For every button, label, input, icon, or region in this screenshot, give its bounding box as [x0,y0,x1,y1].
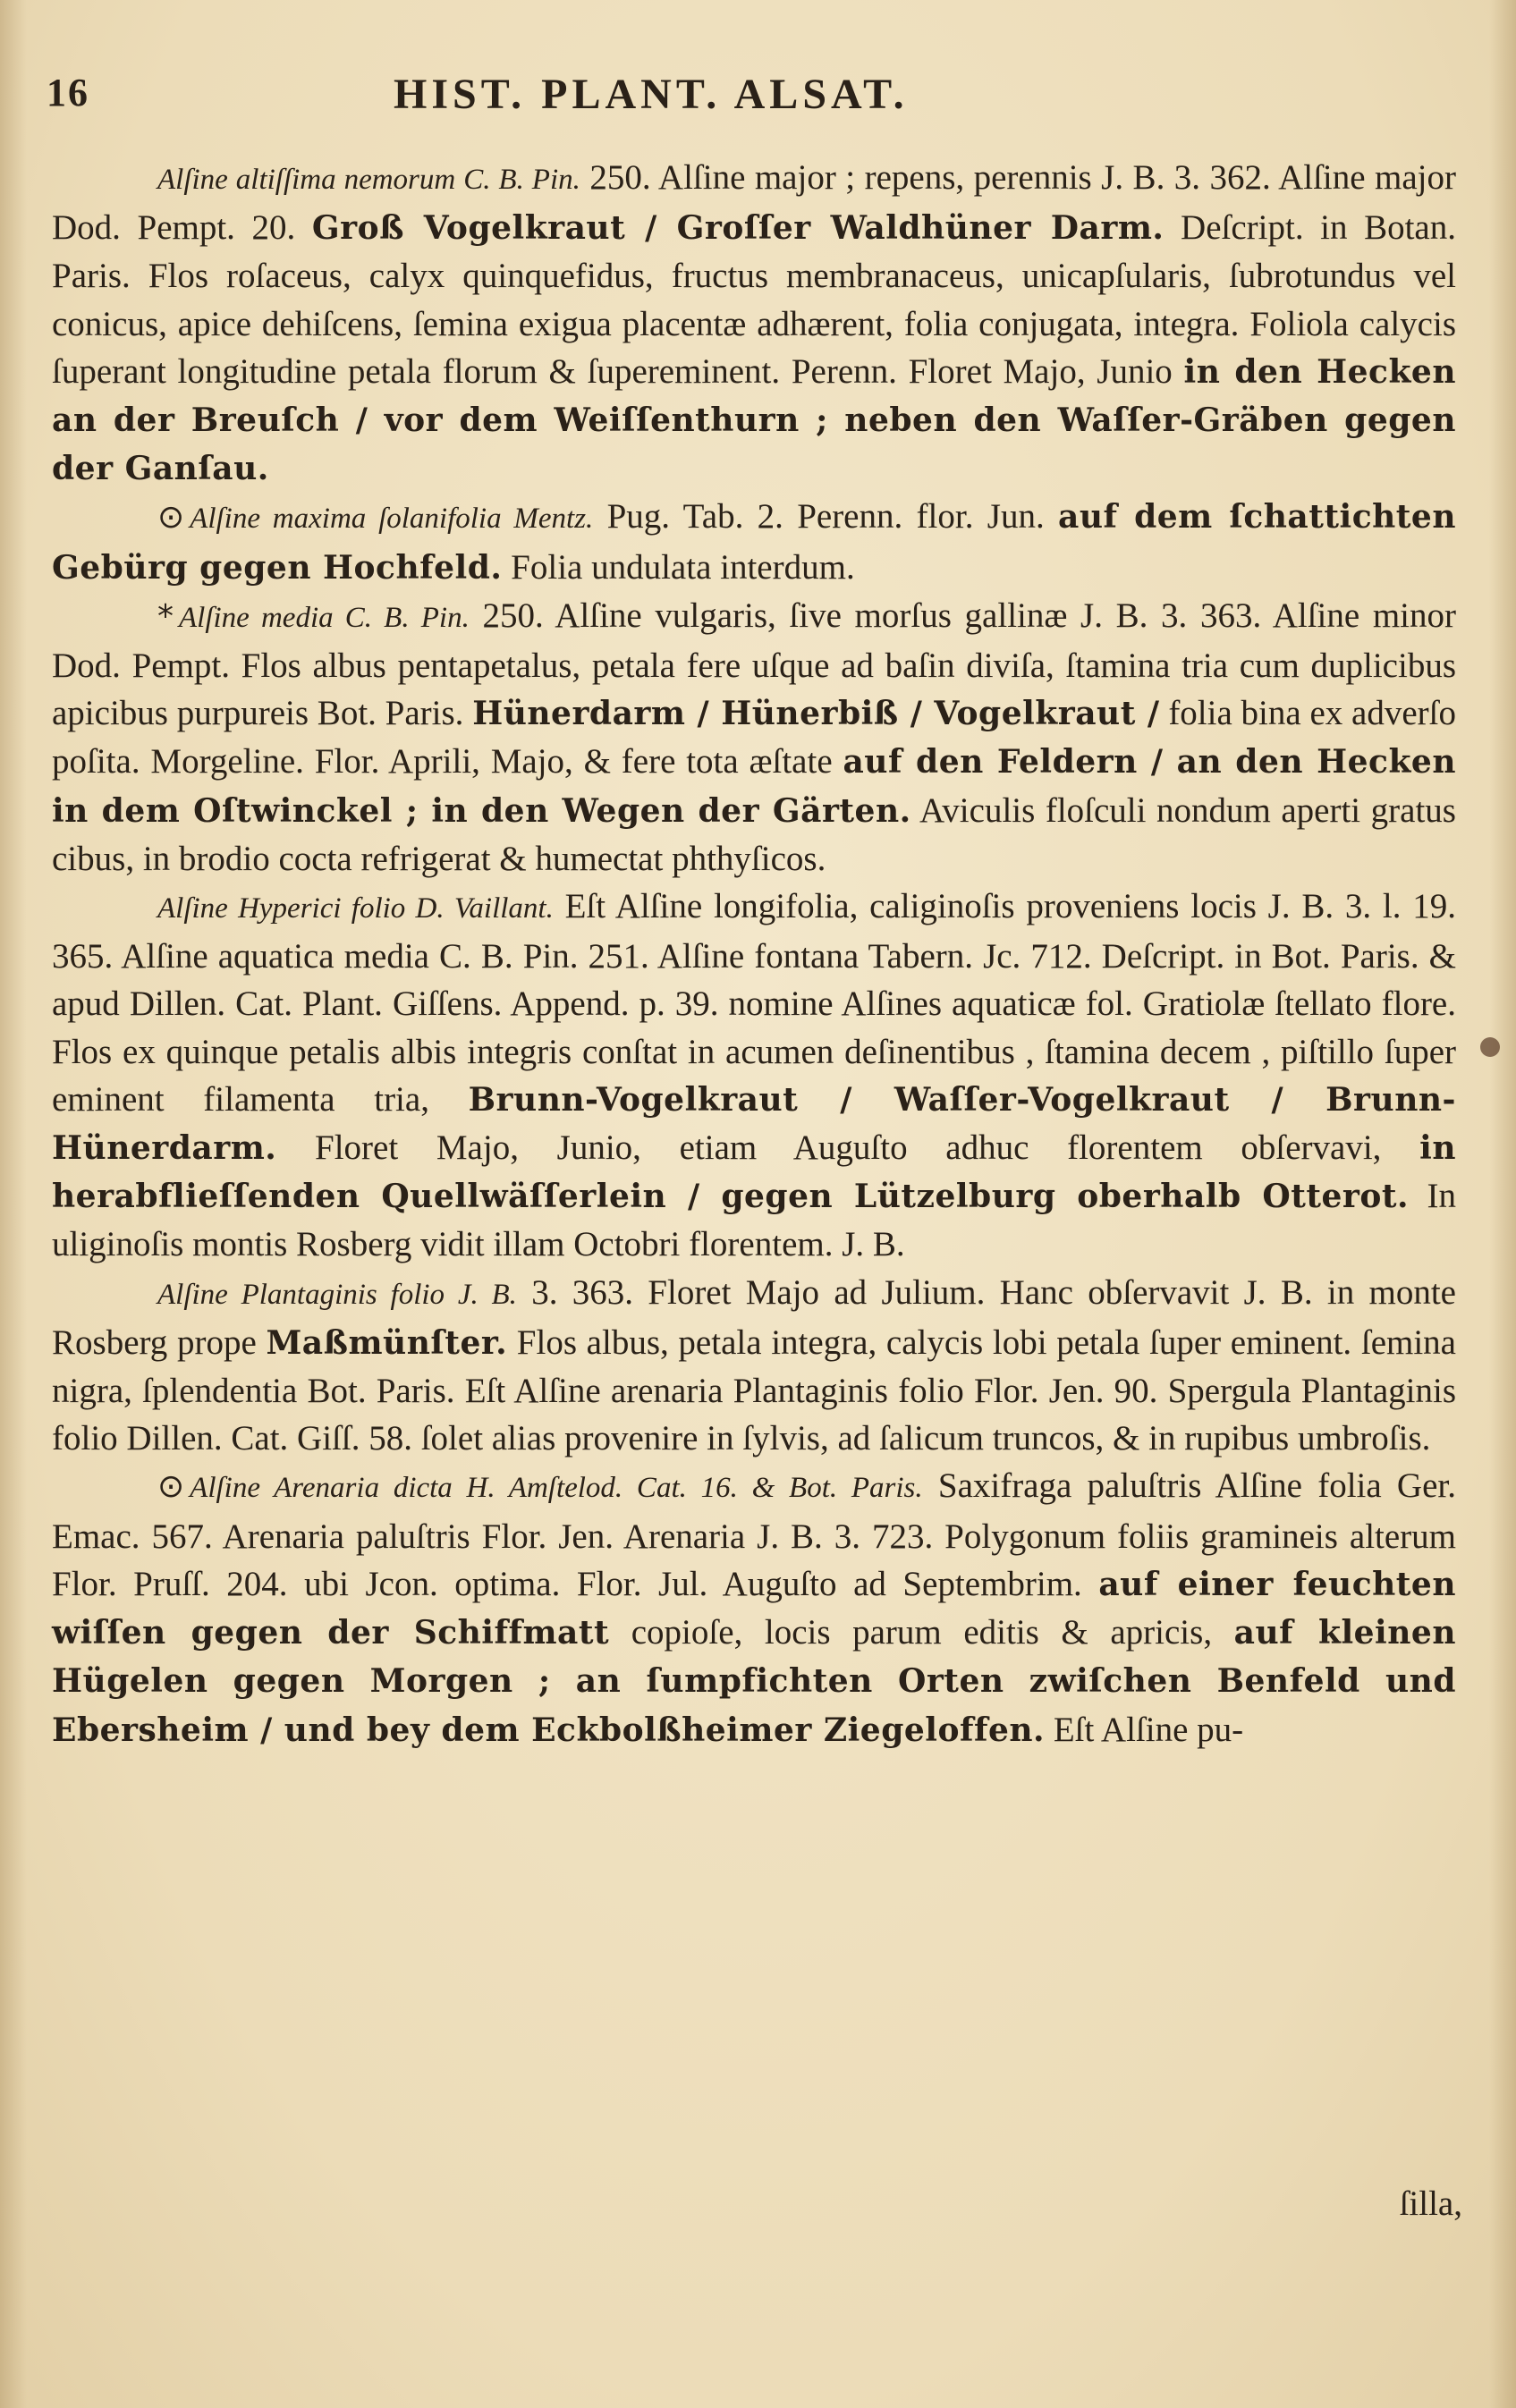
catchword: ſilla, [1399,2184,1462,2223]
entry-text: copioſe, locis parum editis & apricis, [609,1613,1234,1652]
entry-alsine-altissima [52,154,1456,493]
entry-lead: Alſine Arenaria dicta H. Amſtelod. Cat. 16. & Bot. Paris. [190,1472,923,1505]
asterisk-marker-icon: * [157,597,174,635]
page-number: 16 [47,71,89,114]
entry-text: 250. Alſine vulgaris, ſive morſus gallinæ J. B. 3. 363. Alſine minor Dod. Pempt. Flos albus pentapetalus, petala fere uſque ad baſin diviſa, ſtamina tria cum duplicibus apicibus purpureis Bot. Paris. [52,596,1456,733]
entry-text: In uliginoſis montis Rosberg vidit illam Octobri florentem. J. B. [52,1177,1456,1264]
entry-alsine-arenaria [52,1462,1456,1753]
german-locality: auf den Feldern / an den Hecken in dem Oſtwinckel ; in den Wegen der Gärten. [52,743,1456,830]
left-page-edge [0,0,27,2408]
entry-text: Saxifraga paluſtris Alſine folia Ger. Emac. 567. Arenaria paluſtris Flor. Jen. Arenaria J. B. 3. 723. Polygonum foliis gramineis alterum Flor. Pruſſ. 204. ubi Jcon. optima. Flor. Jul. Auguſto ad Septembrim. [52,1466,1456,1603]
entry-lead: Alſine maxima ſolanifolia Mentz. [190,503,594,536]
page-header [0,70,1516,132]
entry-text: Deſcript. in Botan. Paris. Flos roſaceus, calyx quinquefidus, fructus membranaceus, unicapſularis, ſubrotundus vel conicus, apice dehiſcens, ſemina exigua placentæ adhærent, folia conjugata, integra. Foliola calycis ſuperant longitudine petala florum & ſupereminent. Perenn. Floret Majo, Junio [52,208,1456,391]
running-title: HIST. PLANT. ALSAT. [394,71,909,118]
entry-text: Floret Majo, Junio, etiam Auguſto adhuc florentem obſervavi, [276,1128,1420,1168]
entry-text: Eſt Alſine longifolia, caliginoſis proveniens locis J. B. 3. l. 19. 365. Alſine aquatica media C. B. Pin. 251. Alſine fontana Tabern. Jc. 712. Deſcript. in Bot. Paris. & apud Dillen. Cat. Plant. Giſſens. Append. p. 39. nomine Alſines aquaticæ fol. Gratiolæ ſtellato flore. Flos ex quinque petalis albis integris conſtat in acumen deſinentibus , ſtamina decem , piſtillo ſuper eminent filamenta tria, [52,887,1456,1119]
german-locality: auf dem ſchattichten Gebürg gegen Hochfeld. [52,498,1456,587]
entry-text: Pug. Tab. 2. Perenn. flor. Jun. [593,497,1059,537]
german-name: Hünerdarm / Hünerbiß / Vogelkraut / [472,695,1160,733]
german-locality: in herabflieſſenden Quellwäſſerlein / gegen Lützelburg oberhalb Otterot. [52,1129,1456,1216]
german-locality: auf einer feuchten wiſſen gegen der Schiffmatt [52,1565,1456,1652]
entry-text: 250. Alſine major ; repens, perennis J. B. 3. 362. Alſine major Dod. Pempt. 20. [52,158,1456,248]
german-name: Groß Vogelkraut / Groſſer Waldhüner Darm. [311,209,1165,248]
entry-lead: Alſine Plantaginis folio J. B. [157,1278,517,1311]
entry-lead: Alſine media C. B. Pin. [179,601,470,634]
entry-lead: Alſine altiſſima nemorum C. B. Pin. [157,164,580,196]
entry-alsine-plantaginis [52,1269,1456,1463]
entry-text: folia bina ex adverſo poſita. Morgeline. Flor. Aprili, Majo, & fere tota æſtate [52,694,1456,782]
perennial-symbol-icon: ⊙ [157,499,185,537]
ink-smudge [1480,1037,1500,1057]
german-locality: Maßmünſter. [266,1323,508,1362]
right-page-edge [1489,0,1516,2408]
entry-text: Folia undulata interdum. [502,547,855,587]
entry-text: Flos albus, petala integra, calycis lobi petala ſuper eminent. ſemina nigra, ſplendentia Bot. Paris. Eſt Alſine arenaria Plantaginis folio Flor. Jen. 90. Spergula Plantaginis folio Dillen. Cat. Giſſ. 58. ſolet alias provenire in ſylvis, ad ſalicum truncos, & in rupibus umbroſis. [52,1322,1456,1458]
german-locality: auf kleinen Hügelen gegen Morgen ; an ſumpfichten Orten zwiſchen Benfeld und Ebersheim / und bey dem Eckbolßheimer Ziegeloffen. [52,1614,1456,1749]
entry-alsine-media [52,592,1456,883]
entry-text: 3. 363. Floret Majo ad Julium. Hanc obſervavit J. B. in monte Rosberg prope [52,1272,1456,1362]
entry-text: Aviculis floſculi nondum aperti gratus cibus, in brodio cocta refrigerat & humectat phthyſicos. [52,790,1456,878]
perennial-symbol-icon: ⊙ [157,1468,185,1506]
german-locality: in den Hecken an der Breuſch / vor dem Weiſſenthurn ; neben den Waſſer-Gräben gegen der Ganſau. [52,352,1456,488]
entry-alsine-maxima [52,493,1456,591]
entry-lead: Alſine Hyperici folio D. Vaillant. [157,892,554,925]
page-body [52,154,1456,1754]
entry-text: Eſt Alſine pu- [1045,1710,1244,1749]
german-name: Brunn-Vogelkraut / Waſſer-Vogelkraut / Brunn-Hünerdarm. [52,1080,1456,1168]
entry-alsine-hyperici [52,883,1456,1269]
